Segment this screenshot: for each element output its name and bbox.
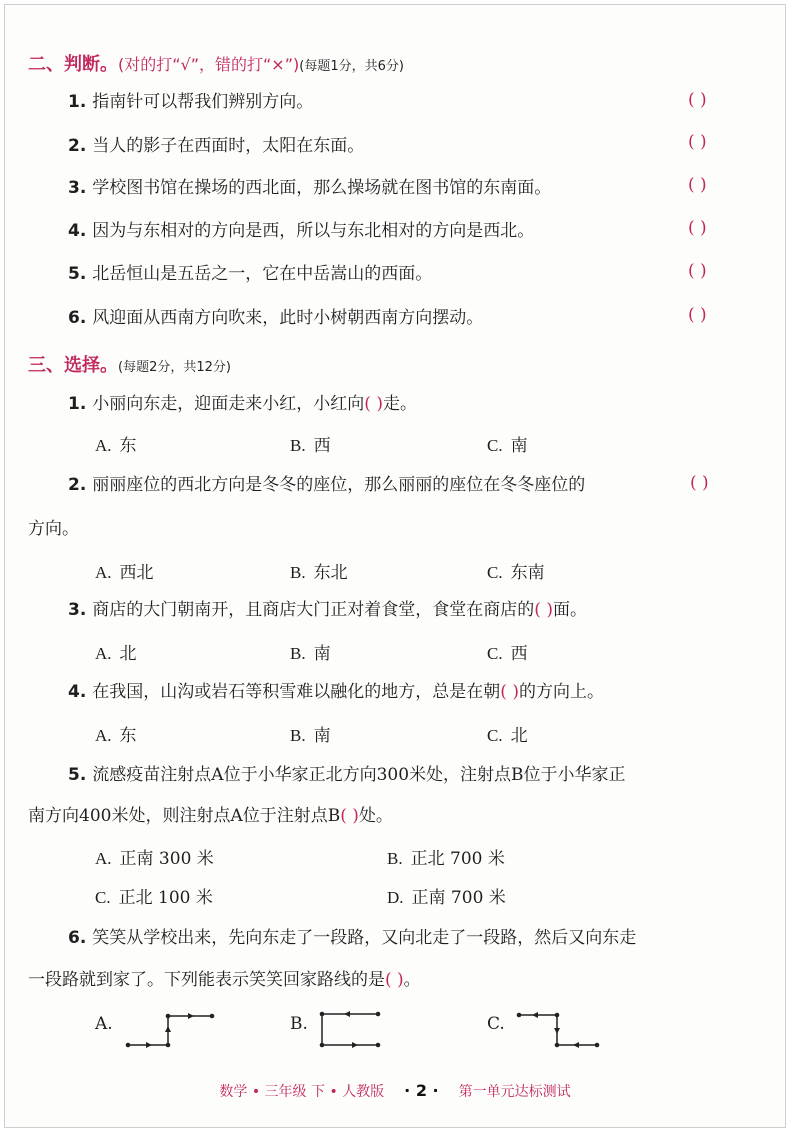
section3-title: 三、选择。 [28, 355, 118, 376]
answer-paren-1[interactable]: ( ) [688, 90, 707, 110]
choice-question-3 [68, 598, 587, 622]
section2-score: (每题1分，共6分) [299, 59, 404, 74]
question-5-line2 [28, 804, 393, 828]
judge-item-6 [68, 306, 483, 330]
question-text: 商店的大门朝南开，且商店大门正对着食堂，食堂在商店的 [92, 600, 535, 620]
q1-option-c[interactable]: C. 南 [487, 436, 528, 456]
question-text: 丽丽座位的西北方向是冬冬的座位，那么丽丽的座位在冬冬座位的 [92, 475, 586, 495]
question-text-end: 面。 [552, 600, 587, 620]
q4-option-a[interactable]: A. 东 [95, 726, 137, 746]
question-text: 小丽向东走，迎面走来小红，小红向 [92, 394, 365, 414]
question-text-end: 走。 [382, 394, 417, 414]
route-diagram-b[interactable] [320, 1010, 384, 1050]
q6-option-c-label[interactable]: C. [487, 1014, 505, 1034]
question-number: 3. [68, 600, 87, 620]
q3-option-b[interactable]: B. 南 [290, 644, 331, 664]
section2-header [28, 53, 404, 79]
question-text: 一段路就到家了。下列能表示笑笑回家路线的是 [28, 970, 385, 990]
question-number: 6. [68, 928, 87, 948]
answer-paren-6[interactable]: ( ) [688, 305, 707, 325]
question-text: 在我国，山沟或岩石等积雪难以融化的地方，总是在朝 [92, 682, 501, 702]
footer-unit-title: 第一单元达标测试 [458, 1084, 571, 1100]
q1-option-a[interactable]: A. 东 [95, 436, 137, 456]
answer-blank-1[interactable]: ( ) [364, 394, 383, 414]
choice-question-2 [68, 473, 585, 497]
q1-option-b[interactable]: B. 西 [290, 436, 331, 456]
judge-item-5 [68, 262, 432, 286]
section3-score: (每题2分，共12分) [118, 360, 231, 375]
judge-item-2 [68, 134, 364, 158]
item-number: 1. [68, 92, 87, 112]
judge-item-4 [68, 219, 534, 243]
question-number: 5. [68, 765, 87, 785]
item-number: 3. [68, 178, 87, 198]
item-number: 2. [68, 136, 87, 156]
q6-option-a-label[interactable]: A. [95, 1014, 113, 1034]
item-number: 4. [68, 221, 87, 241]
section2-note: (对的打“√”，错的打“×”) [118, 55, 300, 74]
q5-option-a[interactable]: A. 正南 300 米 [95, 849, 214, 869]
q5-option-b[interactable]: B. 正北 700 米 [387, 849, 505, 869]
q2-option-c[interactable]: C. 东南 [487, 563, 545, 583]
section2-title: 二、判断。 [28, 54, 118, 75]
choice-question-5 [68, 763, 626, 787]
question-text: 南方向400米处，则注射点A位于注射点B [28, 806, 341, 826]
item-text: 学校图书馆在操场的西北面，那么操场就在图书馆的东南面。 [92, 178, 552, 198]
question-text: 流感疫苗注射点A位于小华家正北方向300米处，注射点B位于小华家正 [92, 765, 626, 785]
q2-option-b[interactable]: B. 东北 [290, 563, 348, 583]
answer-paren-2[interactable]: ( ) [688, 132, 707, 152]
answer-paren-4[interactable]: ( ) [688, 218, 707, 238]
answer-blank-6[interactable]: ( ) [385, 970, 404, 990]
item-text: 指南针可以帮我们辨别方向。 [92, 92, 314, 112]
q5-option-c[interactable]: C. 正北 100 米 [95, 888, 213, 908]
answer-blank-2[interactable]: ( ) [690, 473, 709, 493]
question-number: 1. [68, 394, 87, 414]
choice-question-6 [68, 926, 636, 950]
q3-option-c[interactable]: C. 西 [487, 644, 528, 664]
q6-option-b-label[interactable]: B. [290, 1014, 308, 1034]
q4-option-b[interactable]: B. 南 [290, 726, 331, 746]
choice-question-4 [68, 680, 604, 704]
item-text: 因为与东相对的方向是西，所以与东北相对的方向是西北。 [92, 221, 535, 241]
choice-question-1 [68, 392, 417, 416]
item-text: 北岳恒山是五岳之一，它在中岳嵩山的西面。 [92, 264, 433, 284]
answer-paren-5[interactable]: ( ) [688, 261, 707, 281]
answer-blank-5[interactable]: ( ) [340, 806, 359, 826]
judge-item-3 [68, 176, 551, 200]
judge-item-1 [68, 90, 313, 114]
item-text: 当人的影子在西面时，太阳在东面。 [92, 136, 365, 156]
item-number: 5. [68, 264, 87, 284]
item-text: 风迎面从西南方向吹来，此时小树朝西南方向摆动。 [92, 308, 484, 328]
question-2-line2: 方向。 [28, 519, 79, 539]
footer-book-info: 数学 • 三年级 下 • 人教版 [219, 1084, 385, 1100]
question-6-line2 [28, 968, 421, 992]
question-text-end: 处。 [358, 806, 393, 826]
page-number: · 2 · [404, 1081, 439, 1100]
question-text-end: 。 [403, 970, 421, 990]
answer-blank-4[interactable]: ( ) [500, 682, 519, 702]
question-number: 2. [68, 475, 87, 495]
q2-option-a[interactable]: A. 西北 [95, 563, 154, 583]
question-text-end: 的方向上。 [518, 682, 604, 702]
item-number: 6. [68, 308, 87, 328]
answer-blank-3[interactable]: ( ) [534, 600, 553, 620]
answer-paren-3[interactable]: ( ) [688, 175, 707, 195]
question-number: 4. [68, 682, 87, 702]
route-diagram-a[interactable] [128, 1010, 218, 1050]
route-diagram-c[interactable] [517, 1010, 603, 1050]
page-footer [0, 1081, 790, 1101]
q5-option-d[interactable]: D. 正南 700 米 [387, 888, 506, 908]
q3-option-a[interactable]: A. 北 [95, 644, 137, 664]
section3-header [28, 354, 231, 380]
question-text: 笑笑从学校出来，先向东走了一段路，又向北走了一段路，然后又向东走 [92, 928, 637, 948]
q4-option-c[interactable]: C. 北 [487, 726, 528, 746]
